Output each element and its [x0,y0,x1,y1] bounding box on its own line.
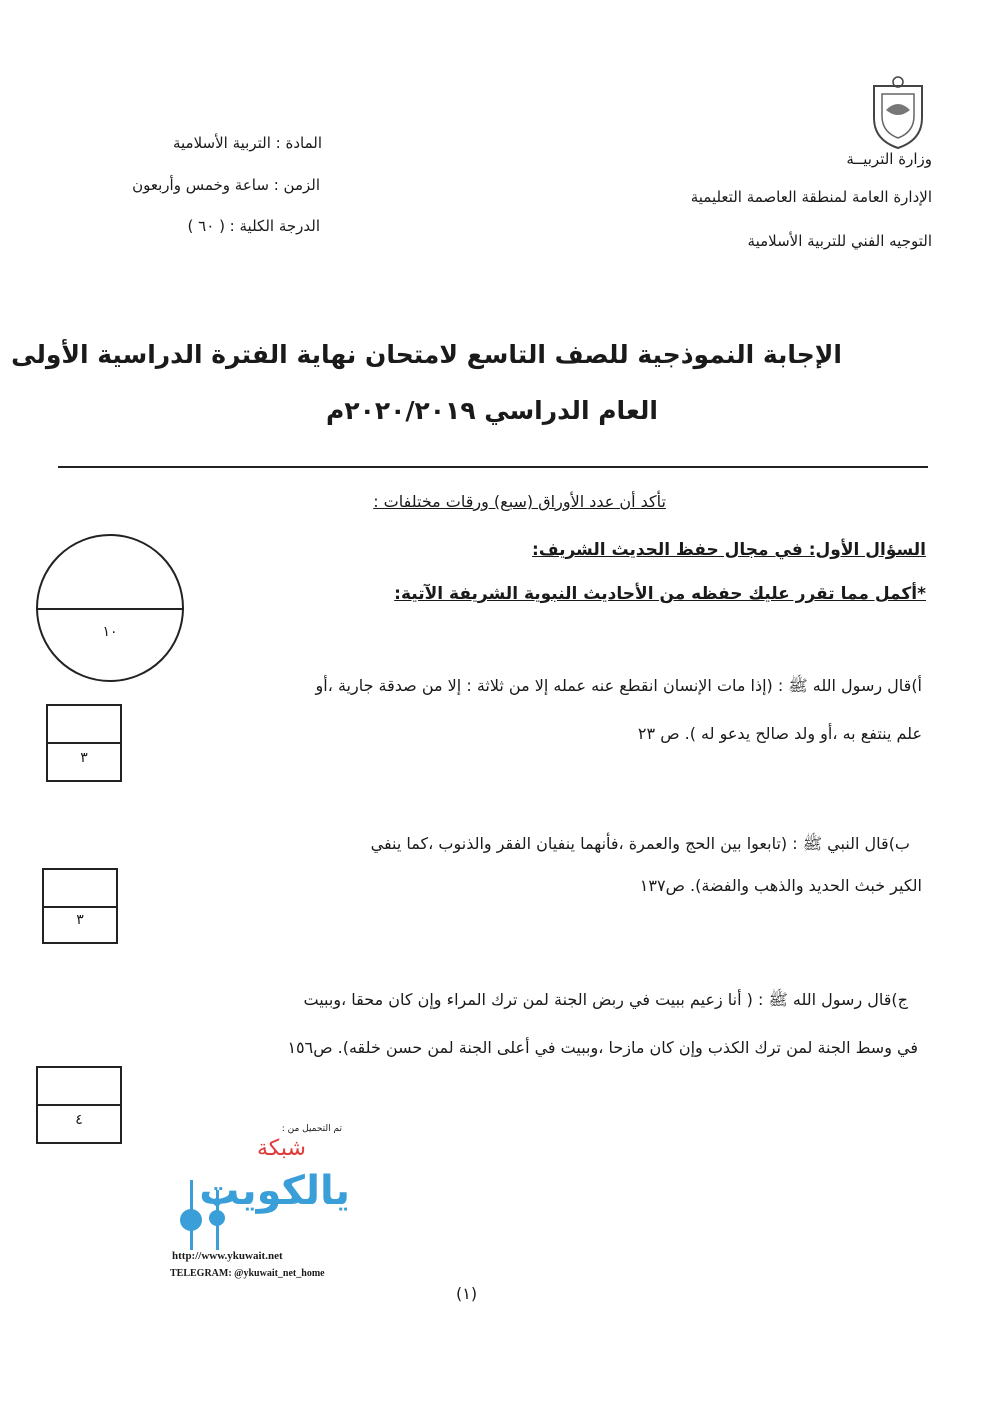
directorate-name: الإدارة العامة لمنطقة العاصمة التعليمية [690,188,932,206]
hadith-a-line1: أ)قال رسول الله ﷺ : (إذا مات الإنسان انقطع عنه عمله إلا من ثلاثة : إلا من صدقة جارية ،أو [315,676,922,695]
subject-label: المادة : التربية الأسلامية [172,134,322,152]
instruction-text: تأكد أن عدد الأوراق (سبع) ورقات مختلفات : [373,492,666,511]
watermark-url: http://www.ykuwait.net [172,1250,283,1262]
score-c: ٤ [75,1112,83,1128]
score-b: ٣ [76,912,84,928]
score-box-c-divider [38,1104,120,1106]
watermark-telegram: TELEGRAM: @ykuwait_net_home [170,1268,325,1279]
question-total-score: ١٠ [102,624,118,640]
site-watermark [170,1120,360,1300]
hadith-a-line2: علم ينتفع به ،أو ولد صالح يدعو له ). ص ٢٣ [637,724,922,743]
hadith-b-line2: الكير خبث الحديد والذهب والفضة). ص١٣٧ [639,876,922,895]
watermark-brand: يالكويت [199,1168,350,1214]
state-emblem-icon [868,74,928,152]
question1-heading: السؤال الأول: في مجال حفظ الحديث الشريف: [532,540,926,560]
score-box-a [46,704,122,782]
score-box-a-divider [48,742,120,744]
watermark-downloaded-from: تم التحميل من : [281,1124,342,1134]
total-grade-label: الدرجة الكلية : ( ٦٠ ) [187,217,320,235]
score-box-b-divider [44,906,116,908]
title-divider [58,466,928,468]
time-label: الزمن : ساعة وخمس وأربعون [132,176,320,194]
hadith-b-line1: ب)قال النبي ﷺ : (تابعوا بين الحج والعمرة ،فأنهما ينفيان الفقر والذنوب ،كما ينفي [370,834,910,853]
ministry-name: وزارة التربيــة [846,150,932,168]
score-circle-divider [36,608,184,610]
score-box-c [36,1066,122,1144]
page-title: الإجابة النموذجية للصف التاسع لامتحان نهاية الفترة الدراسية الأولى [11,340,842,369]
hadith-c-line2: في وسط الجنة لمن ترك الكذب وإن كان مازحا ،وببيت في أعلى الجنة لمن حسن خلقه). ص١٥٦ [287,1038,918,1057]
guidance-name: التوجيه الفني للتربية الأسلامية [747,232,932,250]
question1-prompt: *أكمل مما تقرر عليك حفظه من الأحاديث النبوية الشريفة الآتية: [394,584,926,604]
watermark-network: شبكة [256,1136,306,1161]
page-number: (١) [456,1284,478,1303]
score-a: ٣ [80,750,88,766]
hadith-c-line1: ج)قال رسول الله ﷺ : ( أنا زعيم ببيت في ربض الجنة لمن ترك المراء وإن كان محقا ،وببيت [303,990,908,1009]
academic-year: العام الدراسي ٢٠٢٠/٢٠١٩م [326,396,658,425]
score-box-b [42,868,118,944]
